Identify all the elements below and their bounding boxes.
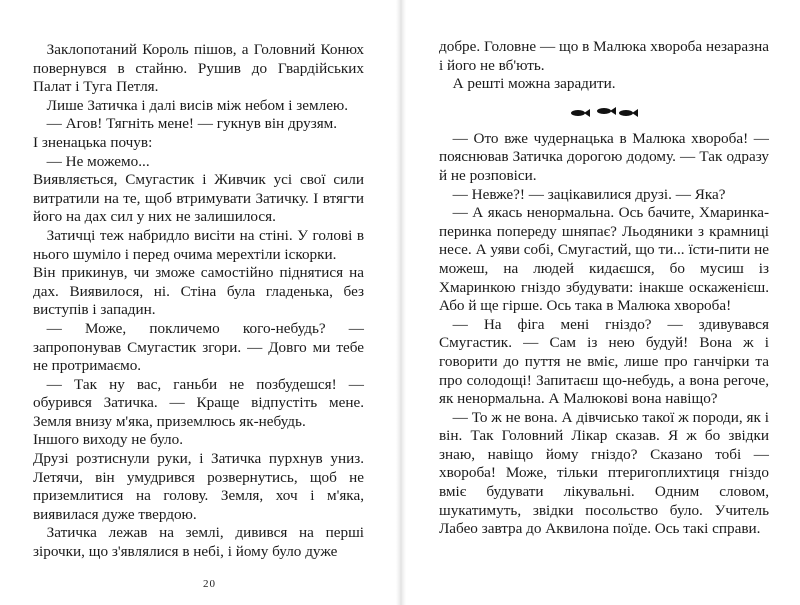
paragraph: добре. Головне — що в Малюка хвороба незаразна і його не вб'ють. — [439, 38, 769, 74]
paragraph: Виявляється, Смугастик і Живчик усі свої сили витратили на те, щоб втримувати Затичку. І втягти його на дах сил у них не залишилося. — [33, 171, 364, 226]
fish-ornament-icon — [439, 104, 769, 118]
paragraph: — Не можемо... — [46, 152, 150, 170]
paragraph: Затичка лежав на землі, дивився на перші зірочки, що з'являлися в небі, і йому було дуже — [33, 524, 364, 561]
paragraph: Затичці теж набридло висіти на стіні. У голові в нього шуміло і перед очима мерехтіли іскорки. — [33, 226, 364, 263]
paragraph: — Ото вже чудернацька в Малюка хвороба! — пояснював Затичка дорогою додому. — Так одразу й не розповіси. — [439, 129, 769, 184]
paragraph: Він прикинув, чи зможе самостійно піднятися на дах. Виявилося, ні. Стіна була гладенька, без виступів і западин. — [33, 264, 364, 319]
paragraph: — То ж не вона. А дівчисько такої ж породи, як і він. Так Головний Лікар сказав. Я ж бо звідки знаю, навіщо йому гніздо? Сказано тобі — хвороба! Може, тільки птеригоплихтиця гніздо вміє будувати лікувальні. Одним словом, шукатимуть, звідки посольство було. Учитель Лабео завтра до Аквилона поїде. Ось такі справи. — [439, 408, 769, 538]
paragraph: — На фіга мені гніздо? — здивувався Смугастик. — Сам із нею будуй! Вона ж і говорити до пуття не вміє, лише про ганчірки та про солодощі! Запитаєш що-небудь, а вона регоче, як ненормальна. А Малюкові вона навіщо? — [439, 315, 769, 408]
paragraph: Заклопотаний Король пішов, а Головний Конюх повернувся в стайню. Рушив до Гвардійських Палат і Туга Петля. — [33, 41, 364, 96]
paragraph: Друзі розтиснули руки, і Затичка пурхнув униз. Летячи, він умудрився розвернутись, щоб не приземлитися на голову. Земля, хоч і м'яка, виявилася дуже твердою. — [33, 450, 364, 523]
page-number: 20 — [203, 578, 216, 590]
left-page — [0, 0, 396, 605]
right-page-text — [439, 38, 769, 539]
left-page-text — [33, 41, 364, 562]
paragraph: — Невже?! — зацікавилися друзі. — Яка? — [452, 185, 726, 203]
paragraph: — Агов! Тягніть мене! — гукнув він друзям. — [46, 115, 338, 133]
paragraph: Іншого виходу не було. — [33, 431, 184, 449]
paragraph: А решті можна зарадити. — [452, 75, 616, 93]
paragraph: І зненацька почув: — [33, 133, 153, 151]
paragraph: — Може, покличемо кого-небудь? — запропонував Смугастик згори. — Довго ми тебе не протримаємо. — [33, 319, 364, 375]
book-gutter — [396, 0, 406, 605]
paragraph: Лише Затичка і далі висів між небом і землею. — [46, 96, 349, 114]
right-page — [406, 0, 800, 605]
paragraph: — А якась ненормальна. Ось бачите, Хмаринка-перинка попереду шняпає? Льодяники з крамниці несе. А уяви собі, Смугастий, що ти... їсти-пити не можеш, на людей кидаєшся, бо мусиш із Хмаринкою гніздо збудувати: інакше оскаженієш. Або й ще гірше. Ось така в Малюка хвороба! — [439, 204, 769, 315]
paragraph: — Так ну вас, ганьби не позбудешся! — обурився Затичка. — Краще відпустіть мене. Земля внизу м'яка, приземлюсь як-небудь. — [33, 375, 364, 430]
